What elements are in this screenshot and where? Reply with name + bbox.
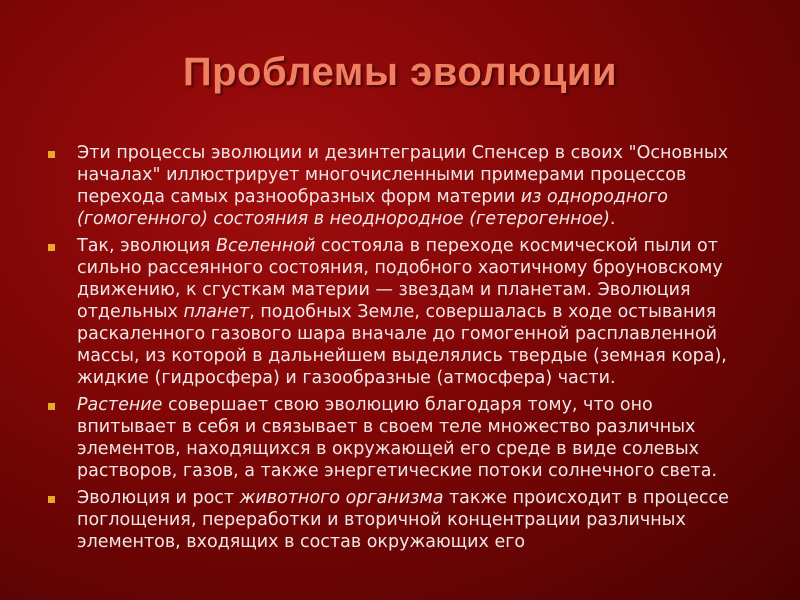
bullet-item xyxy=(40,394,740,482)
bullet-item xyxy=(40,142,740,230)
bullet-item xyxy=(40,487,740,553)
square-bullet-icon xyxy=(48,244,55,251)
text-run: совершает свою эволюцию благодаря тому, что оно впитывает в себя и связывает в своем теле множество различных элементов, находящихся в окружающей его среде в виде солевых растворов, газов, а также энергетические потоки солнечного света. xyxy=(77,395,718,481)
bullet-text xyxy=(77,142,740,230)
slide-title: Проблемы эволюции xyxy=(182,50,618,94)
text-run: Так, эволюция xyxy=(77,236,217,256)
bullet-text xyxy=(77,394,740,482)
italic-run: животного организма xyxy=(239,488,444,508)
bullet-text xyxy=(77,235,740,389)
italic-run: Растение xyxy=(77,395,163,415)
bullet-list xyxy=(40,142,740,558)
bullet-item xyxy=(40,235,740,389)
text-run: состояла в переходе космической пыли от сильно рассеянного состояния, подобного хаотичному броуновскому движению, к сгусткам материи — звездам и планетам. Эволюция отдельных xyxy=(77,236,723,322)
square-bullet-icon xyxy=(48,496,55,503)
italic-run: из однородного (гомогенного) состояния в неоднородное (гетерогенное) xyxy=(77,187,668,229)
italic-run: планет xyxy=(183,302,250,322)
italic-run: Вселенной xyxy=(216,236,316,256)
square-bullet-icon xyxy=(48,403,55,410)
text-run: . xyxy=(609,209,616,229)
text-run: , подобных Земле, совершалась в ходе остывания раскаленного газового шара вначале до гомогенной расплавленной массы, из которой в дальнейшем выделялись твердые (земная кора), жидкие (гидросфера) и газообразные (атмосфера) части. xyxy=(77,302,727,388)
square-bullet-icon xyxy=(48,151,55,158)
bullet-text xyxy=(77,487,740,553)
text-run: Эти процессы эволюции и дезинтеграции Спенсер в своих "Основных началах" иллюстрирует многочисленными примерами процессов перехода самых разнообразных форм материи xyxy=(77,143,729,207)
text-run: также происходит в процессе поглощения, переработки и вторичной концентрации различных элементов, входящих в состав окружающих его xyxy=(77,488,729,552)
text-run: Эволюция и рост xyxy=(77,488,240,508)
